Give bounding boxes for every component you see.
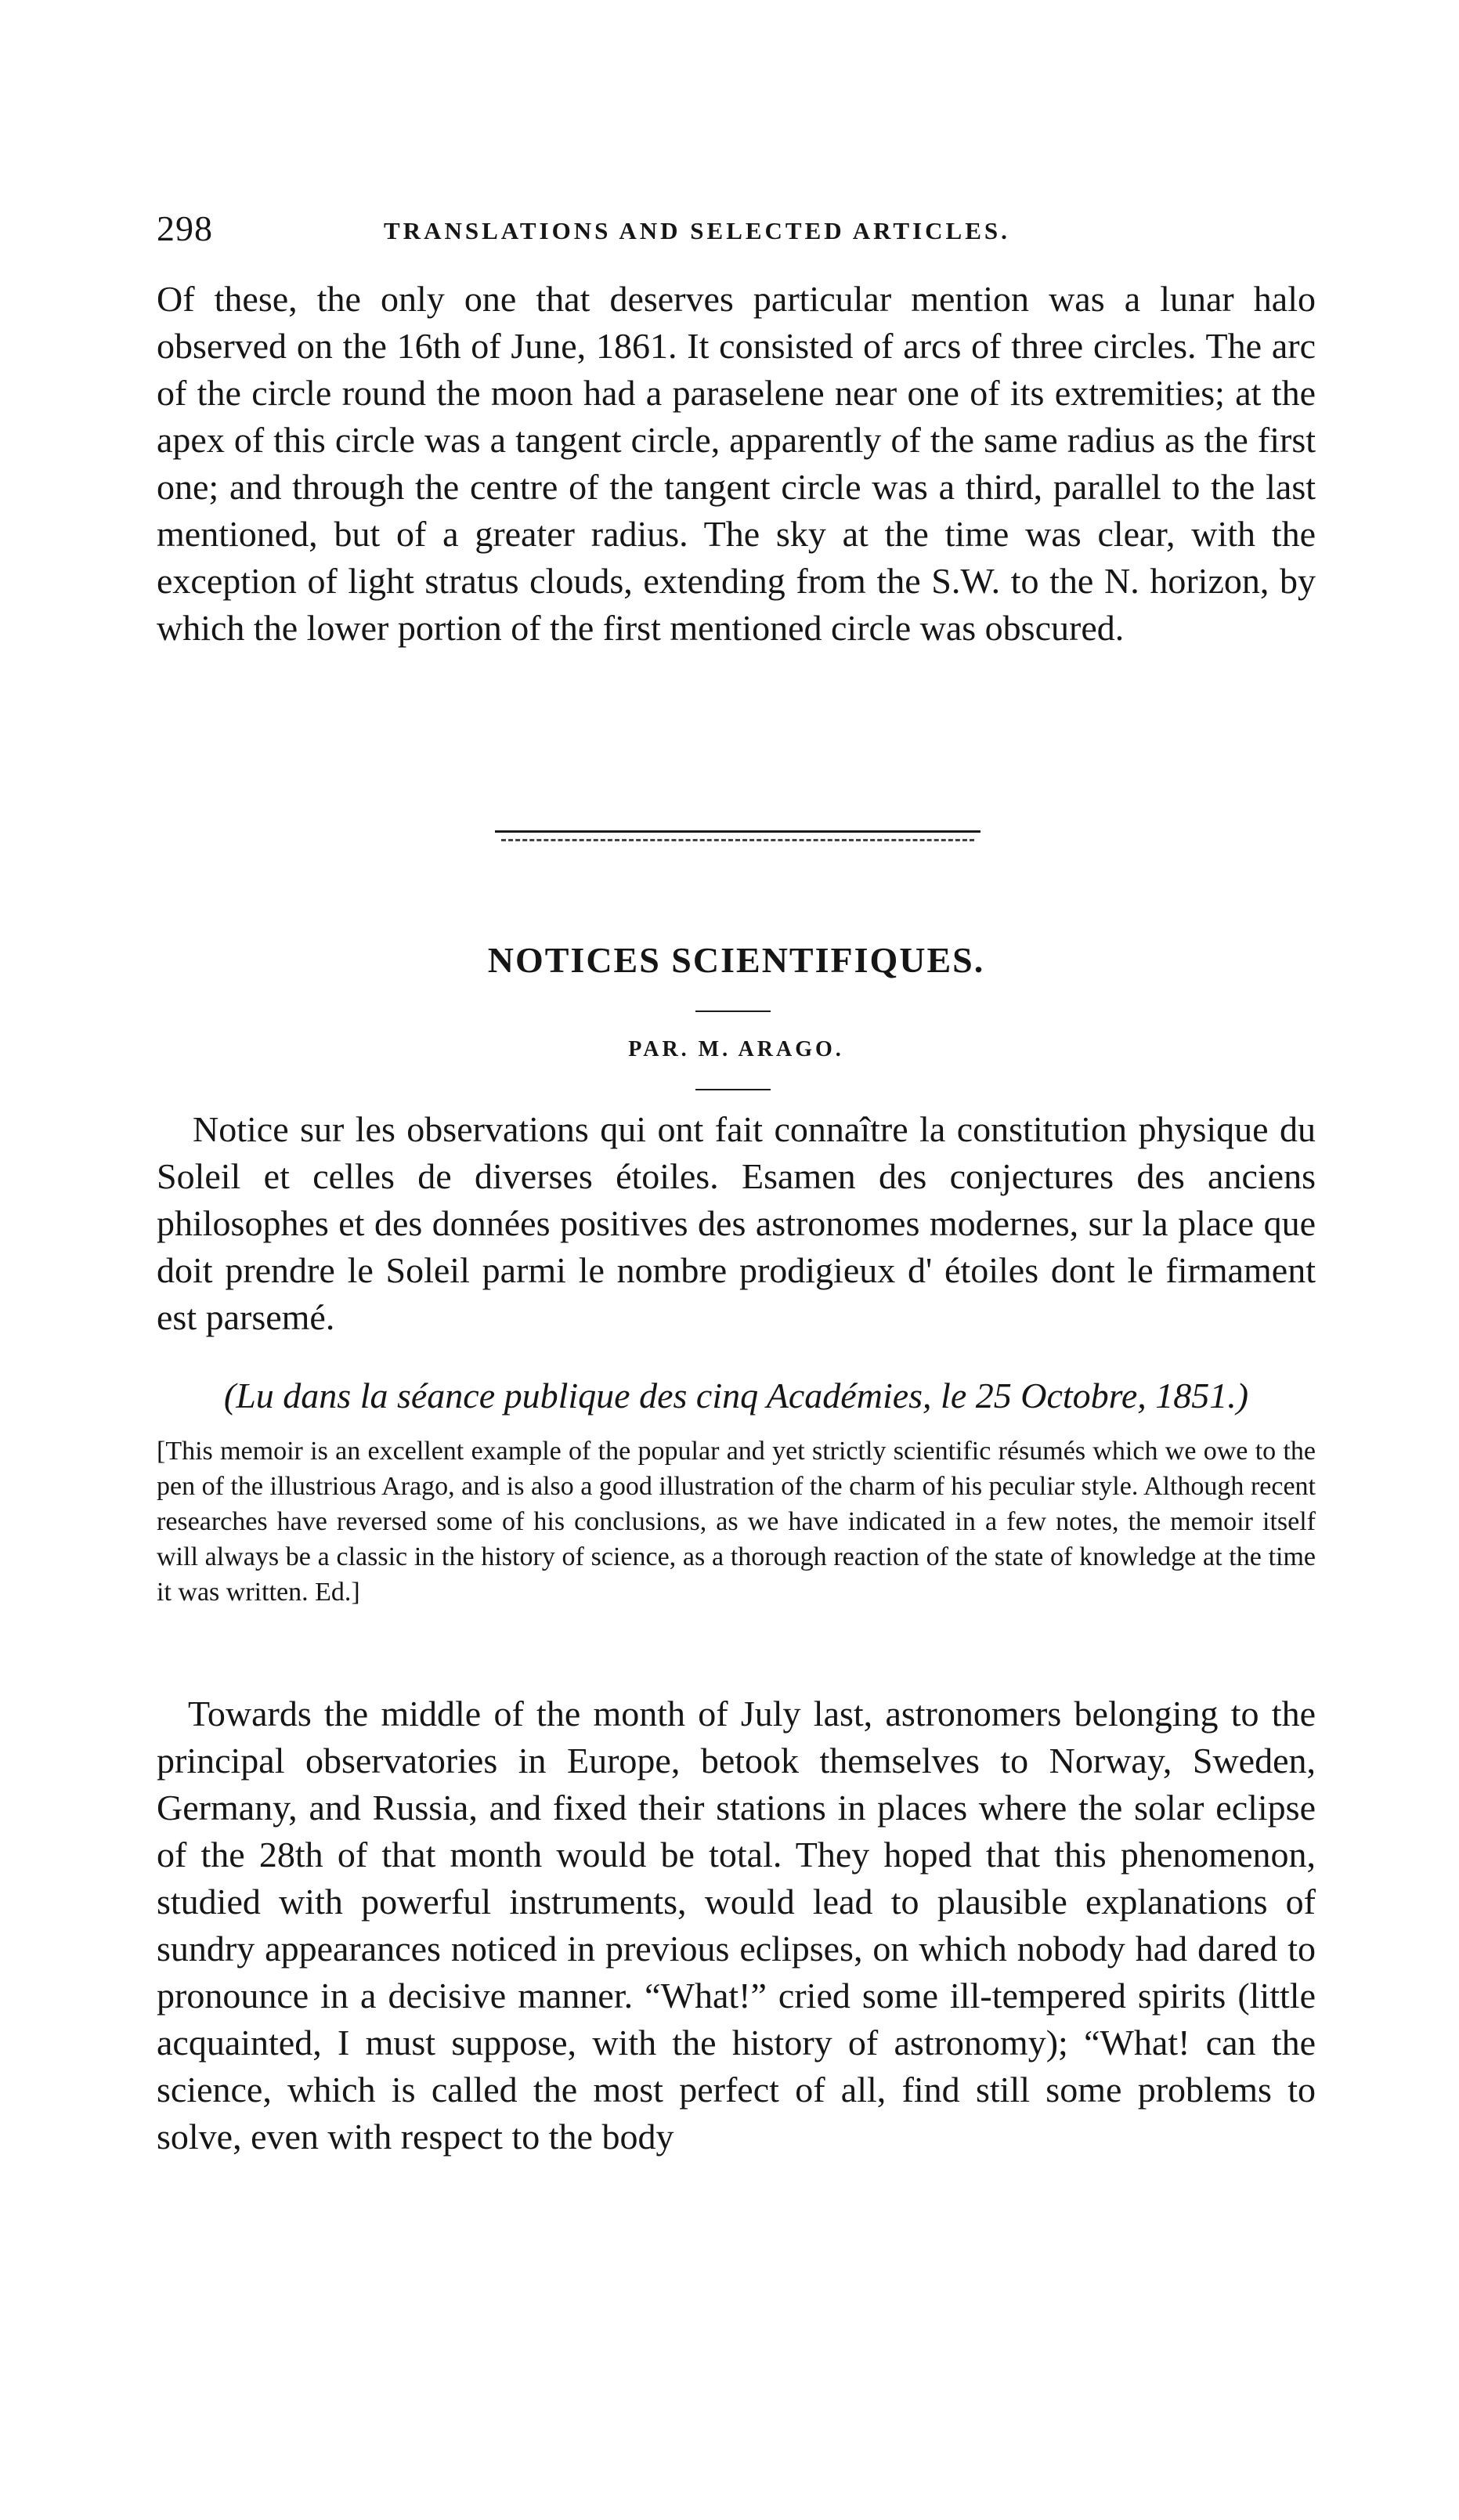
author-byline: PAR. M. ARAGO.: [628, 1037, 844, 1061]
running-head: TRANSLATIONS AND SELECTED ARTICLES.: [384, 217, 1010, 244]
page-header: [157, 205, 1316, 252]
read-at-session-line: (Lu dans la séance publique des cinq Académies, le 25 Octobre, 1851.): [223, 1376, 1249, 1415]
divider-line-bottom: [501, 839, 974, 841]
title-rule: [695, 1011, 771, 1012]
page-number: 298: [157, 208, 213, 248]
halo-paragraph: Of these, the only one that deserves particular mention was a lunar halo observed on the 16th of June, 1861. It consisted of arcs of three circles. The arc of the circle round the moon had a paraselene near one of its extremities; at the apex of this circle was a tangent circle, apparently of the same radius as the first one; and through the centre of the tangent circle was a third, parallel to the last mentioned, but of a greater radius. The sky at the time was clear, with the exception of light stratus clouds, extending from the S.W. to the N. horizon, by which the lower portion of the first mentioned circle was obscured.: [157, 279, 1316, 648]
eclipse-paragraph: Towards the middle of the month of July last, astronomers belonging to the principal observatories in Europe, betook themselves to Norway, Sweden, Germany, and Russia, and fixed their stations in places where the solar eclipse of the 28th of that month would be total. They hoped that this phenomenon, studied with powerful instruments, would lead to plausible explanations of sundry appearances noticed in previous eclipses, on which nobody had dared to pronounce in a decisive manner. “What!” cried some ill-tempered spirits (little acquainted, I must suppose, with the history of astronomy); “What! can the science, which is called the most perfect of all, find still some problems to solve, even with respect to the body: [157, 1694, 1316, 2157]
notice-summary: Notice sur les observations qui ont fait connaître la constitution physique du Soleil et celles de diverses étoiles. Esamen des conjectures des anciens philosophes et des données positives des astronomes modernes, sur la place que doit prendre le Soleil parmi le nombre prodigieux d' étoiles dont le firmament est parsemé.: [157, 1109, 1316, 1337]
section-title: NOTICES SCIENTIFIQUES.: [487, 940, 985, 980]
section-divider: [495, 830, 980, 844]
byline-rule: [695, 1089, 771, 1090]
divider-line-top: [495, 830, 980, 833]
editor-note: [This memoir is an excellent example of the popular and yet strictly scientific résumés which we owe to the pen of the illustrious Arago, and is also a good illustration of the charm of his peculiar style. Although recent researches have reversed some of his conclusions, as we have indicated in a few notes, the memoir itself will always be a classic in the history of science, as a thorough reaction of the state of knowledge at the time it was written. Ed.]: [157, 1437, 1316, 1607]
